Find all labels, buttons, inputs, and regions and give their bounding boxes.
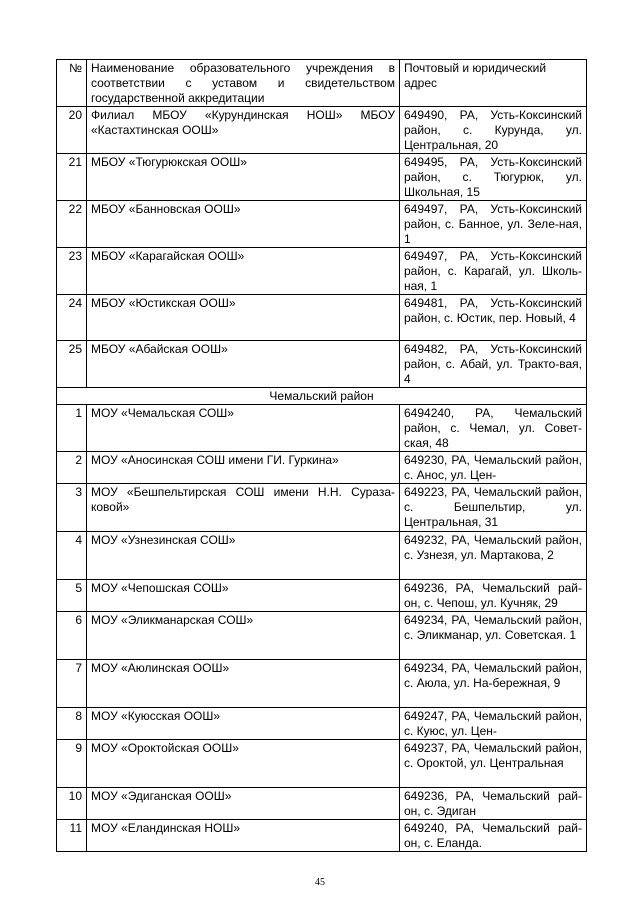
school-name: МОУ «Бешпельтирская СОШ имени Н.Н. Сураза-ковой» (87, 484, 400, 532)
school-address: 649236, РА, Чемальский рай-он, с. Чепош, ул. Кучняк, 29 (400, 580, 587, 612)
school-name: МБОУ «Юстикская ООШ» (87, 295, 400, 341)
school-address: 649234, РА, Чемальский район, с. Аюла, ул. На-бережная, 9 (400, 660, 587, 708)
table-body-chemalsky (57, 405, 587, 852)
school-address: 649497, РА, Усть-Коксинский район, с. Карагай, ул. Школь-ная, 1 (400, 248, 587, 295)
table-row (57, 820, 587, 852)
row-number: 7 (57, 660, 87, 708)
school-name: МБОУ «Абайская ООШ» (87, 341, 400, 388)
row-number: 22 (57, 201, 87, 248)
school-name: Филиал МБОУ «Курундинская НОШ» МБОУ «Кастахтинская ООШ» (87, 107, 400, 154)
row-number: 1 (57, 405, 87, 452)
row-number: 25 (57, 341, 87, 388)
school-name: МБОУ «Тюгурюкская ООШ» (87, 154, 400, 201)
row-number: 20 (57, 107, 87, 154)
table-row (57, 405, 587, 452)
table-row (57, 612, 587, 660)
school-address: 649490, РА, Усть-Коксинский район, с. Курунда, ул. Центральная, 20 (400, 107, 587, 154)
school-name: МБОУ «Банновская ООШ» (87, 201, 400, 248)
table-row (57, 107, 587, 154)
schools-table (56, 59, 587, 852)
row-number: 8 (57, 708, 87, 740)
school-name: МОУ «Чемальская СОШ» (87, 405, 400, 452)
table-row (57, 532, 587, 580)
row-number: 2 (57, 452, 87, 484)
school-address: 6494240, РА, Чемальский район, с. Чемал, ул. Совет-ская, 48 (400, 405, 587, 452)
school-name: МБОУ «Карагайская ООШ» (87, 248, 400, 295)
school-name: МОУ «Аносинская СОШ имени ГИ. Гуркина» (87, 452, 400, 484)
school-address: 649495, РА, Усть-Коксинский район, с. Тюгурюк, ул. Школьная, 15 (400, 154, 587, 201)
page-number: 45 (315, 877, 325, 888)
school-name: МОУ «Чепошская СОШ» (87, 580, 400, 612)
school-address: 649223, РА, Чемальский район, с. Бешпельтир, ул. Центральная, 31 (400, 484, 587, 532)
school-name: МОУ «Куюсская ООШ» (87, 708, 400, 740)
table-row (57, 580, 587, 612)
row-number: 3 (57, 484, 87, 532)
table-row (57, 708, 587, 740)
school-address: 649232, РА, Чемальский район, с. Узнезя, ул. Мартакова, 2 (400, 532, 587, 580)
table-row (57, 788, 587, 820)
header-address: Почтовый и юридический адрес (400, 60, 587, 107)
header-num: № (57, 60, 87, 107)
table-row (57, 295, 587, 341)
school-name: МОУ «Аюлинская ООШ» (87, 660, 400, 708)
table-row (57, 341, 587, 388)
school-address: 649481, РА, Усть-Коксинский район, с. Юстик, пер. Новый, 4 (400, 295, 587, 341)
school-name: МОУ «Еландинская НОШ» (87, 820, 400, 852)
row-number: 23 (57, 248, 87, 295)
school-address: 649247, РА, Чемальский район, с. Куюс, ул. Цен- (400, 708, 587, 740)
header-name-line: соответствии с уставом и свидетельством (91, 76, 395, 90)
row-number: 24 (57, 295, 87, 341)
table-row (57, 248, 587, 295)
school-address: 649240, РА, Чемальский рай-он, с. Еланда. (400, 820, 587, 852)
table-row (57, 484, 587, 532)
row-number: 5 (57, 580, 87, 612)
row-number: 10 (57, 788, 87, 820)
row-number: 9 (57, 740, 87, 788)
school-address: 649236, РА, Чемальский рай-он, с. Эдиган (400, 788, 587, 820)
school-name: МОУ «Узнезинская СОШ» (87, 532, 400, 580)
table-header-row (57, 60, 587, 107)
school-name: МОУ «Эдиганская ООШ» (87, 788, 400, 820)
school-address: 649234, РА, Чемальский район, с. Эликманар, ул. Советская. 1 (400, 612, 587, 660)
section-row (57, 388, 587, 405)
header-name-line: Наименование образовательного учреждения в (91, 61, 395, 75)
table-row (57, 154, 587, 201)
header-name (87, 60, 400, 107)
school-name: МОУ «Ороктойская ООШ» (87, 740, 400, 788)
section-title: Чемальский район (57, 388, 587, 405)
row-number: 21 (57, 154, 87, 201)
school-address: 649497, РА, Усть-Коксинский район, с. Банное, ул. Зеле-ная, 1 (400, 201, 587, 248)
row-number: 11 (57, 820, 87, 852)
table-row (57, 660, 587, 708)
row-number: 4 (57, 532, 87, 580)
header-name-line: государственной аккредитации (91, 91, 265, 105)
table-row (57, 740, 587, 788)
school-address: 649237, РА, Чемальский район, с. Ороктой, ул. Центральная (400, 740, 587, 788)
row-number: 6 (57, 612, 87, 660)
school-address: 649482, РА, Усть-Коксинский район, с. Абай, ул. Тракто-вая, 4 (400, 341, 587, 388)
table-body-ust-koksinsky (57, 107, 587, 388)
table-row (57, 201, 587, 248)
section-row-group (57, 388, 587, 405)
table-row (57, 452, 587, 484)
school-address: 649230, РА, Чемальский район, с. Анос, ул. Цен- (400, 452, 587, 484)
school-name: МОУ «Эликманарская СОШ» (87, 612, 400, 660)
